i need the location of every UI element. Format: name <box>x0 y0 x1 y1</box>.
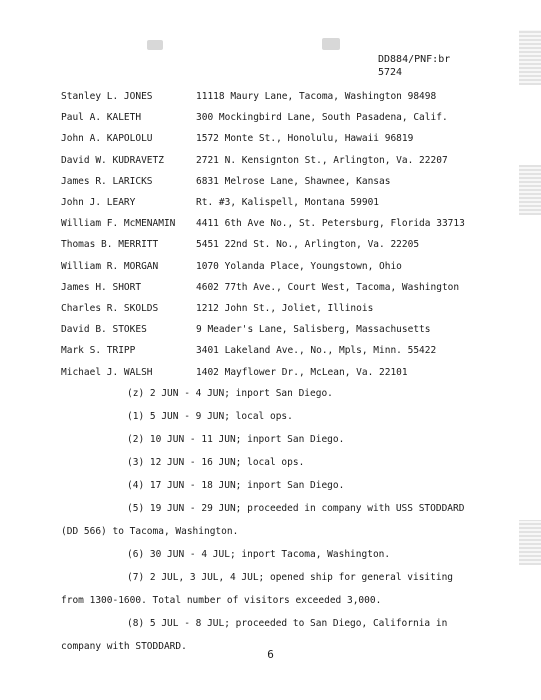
roster-name: Charles R. SKOLDS <box>61 302 159 314</box>
roster-row <box>61 340 465 361</box>
roster-address: 1212 John St., Joliet, Illinois <box>196 302 374 314</box>
roster-row <box>61 86 465 107</box>
roster-row <box>61 298 465 319</box>
roster-address: 300 Mockingbird Lane, South Pasadena, Calif. <box>196 112 448 124</box>
roster-address: 1070 Yolanda Place, Youngstown, Ohio <box>196 260 402 272</box>
roster-name: David W. KUDRAVETZ <box>61 154 164 166</box>
entry-text: (z) 2 JUN - 4 JUN; inport San Diego. <box>127 388 333 399</box>
roster-address: 6831 Melrose Lane, Shawnee, Kansas <box>196 175 391 187</box>
entry-text: (4) 17 JUN - 18 JUN; inport San Diego. <box>127 480 345 491</box>
itinerary-list <box>61 382 491 658</box>
roster-row <box>61 107 465 128</box>
scan-speck <box>147 40 163 50</box>
roster-row <box>61 234 465 255</box>
roster-name: Mark S. TRIPP <box>61 345 136 357</box>
roster-row <box>61 361 465 382</box>
entry-text: (6) 30 JUN - 4 JUL; inport Tacoma, Washington. <box>127 549 391 560</box>
entry-text: (8) 5 JUL - 8 JUL; proceeded to San Diego, California in <box>127 618 448 629</box>
roster-name: William R. MORGAN <box>61 260 159 272</box>
page-number: 6 <box>267 648 274 661</box>
roster-name: Stanley L. JONES <box>61 91 153 103</box>
entry-continuation: (DD 566) to Tacoma, Washington. <box>61 526 239 537</box>
entry-text: (1) 5 JUN - 9 JUN; local ops. <box>127 411 293 422</box>
itinerary-entry <box>61 428 491 451</box>
roster-row <box>61 277 465 298</box>
entry-continuation: from 1300-1600. Total number of visitors exceeded 3,000. <box>61 595 382 606</box>
itinerary-entry <box>61 405 491 428</box>
roster-name: John J. LEARY <box>61 197 136 209</box>
roster-name: William F. McMENAMIN <box>61 218 176 230</box>
roster-address: 9 Meader's Lane, Salisberg, Massachusetts <box>196 324 431 336</box>
roster-address: 4602 77th Ave., Court West, Tacoma, Washington <box>196 281 460 293</box>
roster-row <box>61 128 465 149</box>
roster-name: Michael J. WALSH <box>61 366 153 378</box>
itinerary-entry <box>61 382 491 405</box>
entry-continuation: company with STODDARD. <box>61 641 187 652</box>
roster-name: James H. SHORT <box>61 281 142 293</box>
scan-edge-mark <box>519 30 541 85</box>
roster-row <box>61 171 465 192</box>
roster-address: 11118 Maury Lane, Tacoma, Washington 98498 <box>196 91 437 103</box>
roster-address: 4411 6th Ave No., St. Petersburg, Florida 33713 <box>196 218 465 230</box>
entry-text: (5) 19 JUN - 29 JUN; proceeded in company with USS STODDARD <box>127 503 465 514</box>
reference-line-2: 5724 <box>378 67 403 78</box>
roster-address: 5451 22nd St. No., Arlington, Va. 22205 <box>196 239 420 251</box>
scan-edge-mark <box>519 165 541 215</box>
roster-address: 3401 Lakeland Ave., No., Mpls, Minn. 55422 <box>196 345 437 357</box>
entry-text: (3) 12 JUN - 16 JUN; local ops. <box>127 457 305 468</box>
roster-address: 2721 N. Kensignton St., Arlington, Va. 22207 <box>196 154 448 166</box>
itinerary-entry <box>61 543 491 566</box>
itinerary-entry <box>61 497 491 543</box>
roster-address: 1572 Monte St., Honolulu, Hawaii 96819 <box>196 133 414 145</box>
entry-text: (2) 10 JUN - 11 JUN; inport San Diego. <box>127 434 345 445</box>
itinerary-entry <box>61 566 491 612</box>
entry-text: (7) 2 JUL, 3 JUL, 4 JUL; opened ship for general visiting <box>127 572 454 583</box>
roster-name: Paul A. KALETH <box>61 112 142 124</box>
roster-address: 1402 Mayflower Dr., McLean, Va. 22101 <box>196 366 408 378</box>
itinerary-entry <box>61 451 491 474</box>
roster-row <box>61 213 465 234</box>
scan-speck <box>322 38 340 50</box>
roster-name: David B. STOKES <box>61 324 147 336</box>
itinerary-entry <box>61 474 491 497</box>
roster-row <box>61 319 465 340</box>
reference-line-1: DD884/PNF:br <box>378 54 451 65</box>
scan-edge-mark <box>519 520 541 565</box>
roster-row <box>61 256 465 277</box>
roster-name: John A. KAPOLOLU <box>61 133 153 145</box>
roster-row <box>61 192 465 213</box>
roster-name: James R. LARICKS <box>61 175 153 187</box>
crew-roster <box>61 86 465 383</box>
roster-name: Thomas B. MERRITT <box>61 239 159 251</box>
reference-code <box>378 53 450 79</box>
roster-address: Rt. #3, Kalispell, Montana 59901 <box>196 197 380 209</box>
roster-row <box>61 150 465 171</box>
